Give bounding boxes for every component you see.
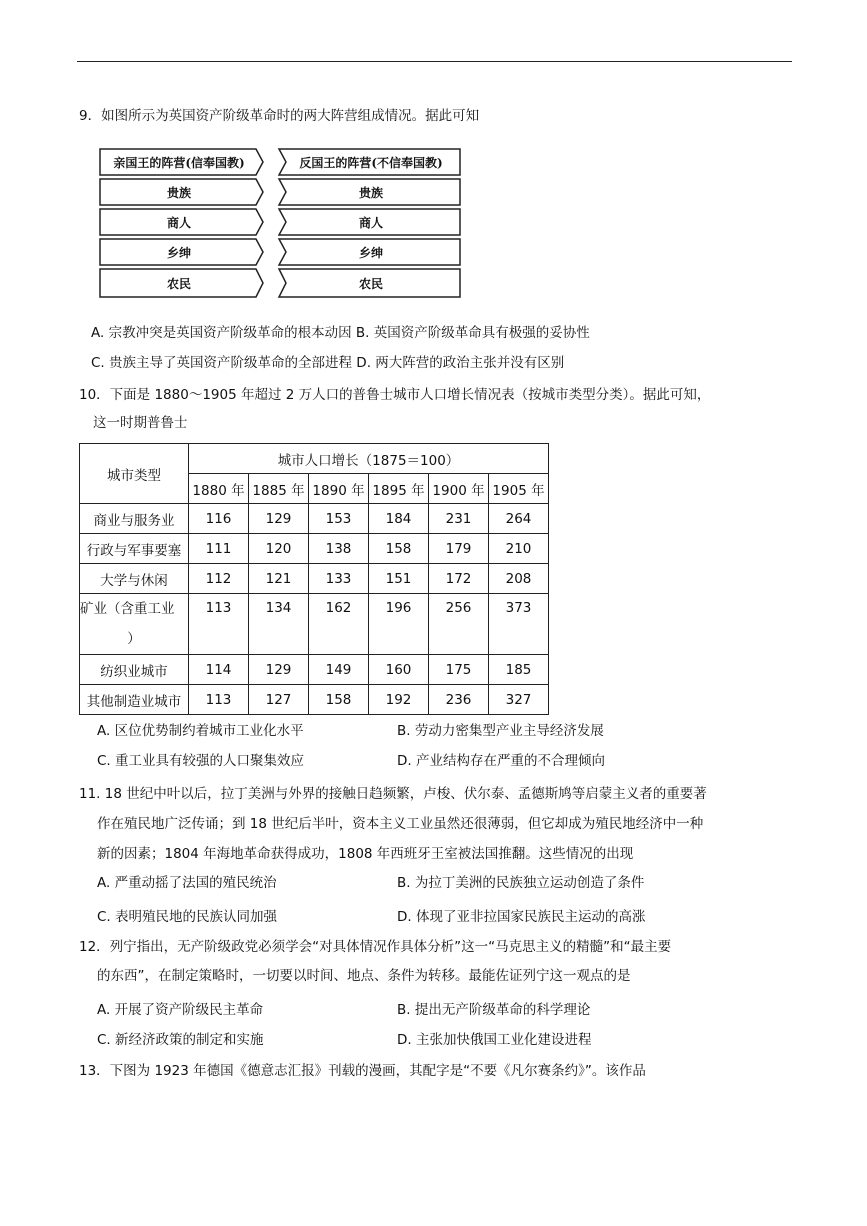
row-type-line2: ） xyxy=(127,631,141,647)
cell: 158 xyxy=(369,534,429,564)
q10-population-table xyxy=(79,443,549,715)
year-header: 1895 年 xyxy=(369,474,429,504)
table-corner: 城市类型 xyxy=(80,444,189,504)
cell: 134 xyxy=(249,594,309,655)
table-row xyxy=(80,564,549,594)
cell: 129 xyxy=(249,504,309,534)
q12-option-a: A. 开展了资产阶级民主革命 xyxy=(97,1002,264,1018)
cell: 185 xyxy=(489,655,549,685)
cell: 127 xyxy=(249,685,309,715)
year-header: 1900 年 xyxy=(429,474,489,504)
row-type: 行政与军事要塞 xyxy=(80,534,189,564)
q9-stem: 9．如图所示为英国资产阶级革命时的两大阵营组成情况。据此可知 xyxy=(79,108,480,124)
header-rule xyxy=(77,61,792,62)
cell: 327 xyxy=(489,685,549,715)
q11-option-b: B. 为拉丁美洲的民族独立运动创造了条件 xyxy=(397,875,645,891)
q11-line1: 11. 18 世纪中叶以后，拉丁美洲与外界的接触日趋频繁，卢梭、伏尔泰、孟德斯鸠等启蒙主义者的重要著 xyxy=(79,786,707,802)
year-header: 1885 年 xyxy=(249,474,309,504)
cell: 192 xyxy=(369,685,429,715)
cell: 149 xyxy=(309,655,369,685)
cell: 179 xyxy=(429,534,489,564)
q9-options-cd: C. 贵族主导了英国资产阶级革命的全部进程 D. 两大阵营的政治主张并没有区别 xyxy=(91,355,565,371)
cell: 114 xyxy=(189,655,249,685)
cell: 151 xyxy=(369,564,429,594)
cell: 196 xyxy=(369,594,429,655)
left-item-merchants: 商人 xyxy=(166,216,192,230)
row-type: 商业与服务业 xyxy=(80,504,189,534)
table-row xyxy=(80,594,549,655)
q12-option-d: D. 主张加快俄国工业化建设进程 xyxy=(397,1032,592,1048)
cell: 113 xyxy=(189,594,249,655)
table-row xyxy=(80,685,549,715)
cell: 256 xyxy=(429,594,489,655)
right-item-nobles: 贵族 xyxy=(358,186,384,200)
cell: 138 xyxy=(309,534,369,564)
q10-option-d: D. 产业结构存在严重的不合理倾向 xyxy=(397,753,605,769)
q12-option-b: B. 提出无产阶级革命的科学理论 xyxy=(397,1002,591,1018)
cell: 208 xyxy=(489,564,549,594)
cell: 172 xyxy=(429,564,489,594)
year-header: 1905 年 xyxy=(489,474,549,504)
q10-option-b: B. 劳动力密集型产业主导经济发展 xyxy=(397,723,604,739)
q12-line2: 的东西”，在制定策略时，一切要以时间、地点、条件为转移。最能佐证列宁这一观点的是 xyxy=(97,968,631,984)
cell: 121 xyxy=(249,564,309,594)
cell: 264 xyxy=(489,504,549,534)
cell: 160 xyxy=(369,655,429,685)
left-item-nobles: 贵族 xyxy=(166,186,192,200)
cell: 162 xyxy=(309,594,369,655)
year-header: 1890 年 xyxy=(309,474,369,504)
left-item-gentry: 乡绅 xyxy=(166,246,192,260)
cell: 231 xyxy=(429,504,489,534)
q10-option-a: A. 区位优势制约着城市工业化水平 xyxy=(97,723,304,739)
cell: 184 xyxy=(369,504,429,534)
q12-line1: 12．列宁指出，无产阶级政党必须学会“对具体情况作具体分析”这一“马克思主义的精髓”和“最主要 xyxy=(79,939,672,955)
right-item-gentry: 乡绅 xyxy=(358,246,384,260)
cell: 158 xyxy=(309,685,369,715)
q11-option-d: D. 体现了亚非拉国家民族民主运动的高涨 xyxy=(397,909,646,925)
q9-camp-diagram xyxy=(99,147,463,303)
row-type: 纺织业城市 xyxy=(80,655,189,685)
cell: 113 xyxy=(189,685,249,715)
year-header: 1880 年 xyxy=(189,474,249,504)
cell: 175 xyxy=(429,655,489,685)
q9-options-ab: A. 宗教冲突是英国资产阶级革命的根本动因 B. 英国资产阶级革命具有极强的妥协性 xyxy=(91,325,590,341)
right-camp-header: 反国王的阵营(不信奉国教) xyxy=(299,156,443,170)
q10-stem-line1: 10．下面是 1880～1905 年超过 2 万人口的普鲁士城市人口增长情况表（按城市类型分类）。据此可知， xyxy=(79,387,711,403)
cell: 129 xyxy=(249,655,309,685)
table-row xyxy=(80,504,549,534)
cell: 116 xyxy=(189,504,249,534)
cell: 236 xyxy=(429,685,489,715)
cell: 112 xyxy=(189,564,249,594)
q11-line2: 作在殖民地广泛传诵；到 18 世纪后半叶，资本主义工业虽然还很薄弱，但它却成为殖民地经济中一种 xyxy=(97,816,704,832)
cell: 133 xyxy=(309,564,369,594)
table-row xyxy=(80,534,549,564)
q11-option-c: C. 表明殖民地的民族认同加强 xyxy=(97,909,278,925)
row-type: 大学与休闲 xyxy=(80,564,189,594)
cell: 373 xyxy=(489,594,549,655)
cell: 120 xyxy=(249,534,309,564)
table-row xyxy=(80,655,549,685)
q10-option-c: C. 重工业具有较强的人口聚集效应 xyxy=(97,753,305,769)
q13-stem: 13．下图为 1923 年德国《德意志汇报》刊载的漫画，其配字是“不要《凡尔赛条约》”。该作品 xyxy=(79,1063,646,1079)
q11-option-a: A. 严重动摇了法国的殖民统治 xyxy=(97,875,277,891)
row-type-line1: 矿业（含重工业 xyxy=(80,601,175,617)
cell: 111 xyxy=(189,534,249,564)
row-type: 其他制造业城市 xyxy=(80,685,189,715)
table-group-header: 城市人口增长（1875＝100） xyxy=(189,444,549,474)
q10-stem-line2: 这一时期普鲁士 xyxy=(93,415,188,431)
q12-option-c: C. 新经济政策的制定和实施 xyxy=(97,1032,264,1048)
left-camp-header: 亲国王的阵营(信奉国教) xyxy=(113,156,245,170)
left-item-peasants: 农民 xyxy=(166,277,192,291)
row-type xyxy=(80,594,189,655)
q11-line3: 新的因素；1804 年海地革命获得成功，1808 年西班牙王室被法国推翻。这些情况的出现 xyxy=(97,846,634,862)
right-item-merchants: 商人 xyxy=(358,216,384,230)
cell: 210 xyxy=(489,534,549,564)
right-item-peasants: 农民 xyxy=(358,277,384,291)
cell: 153 xyxy=(309,504,369,534)
